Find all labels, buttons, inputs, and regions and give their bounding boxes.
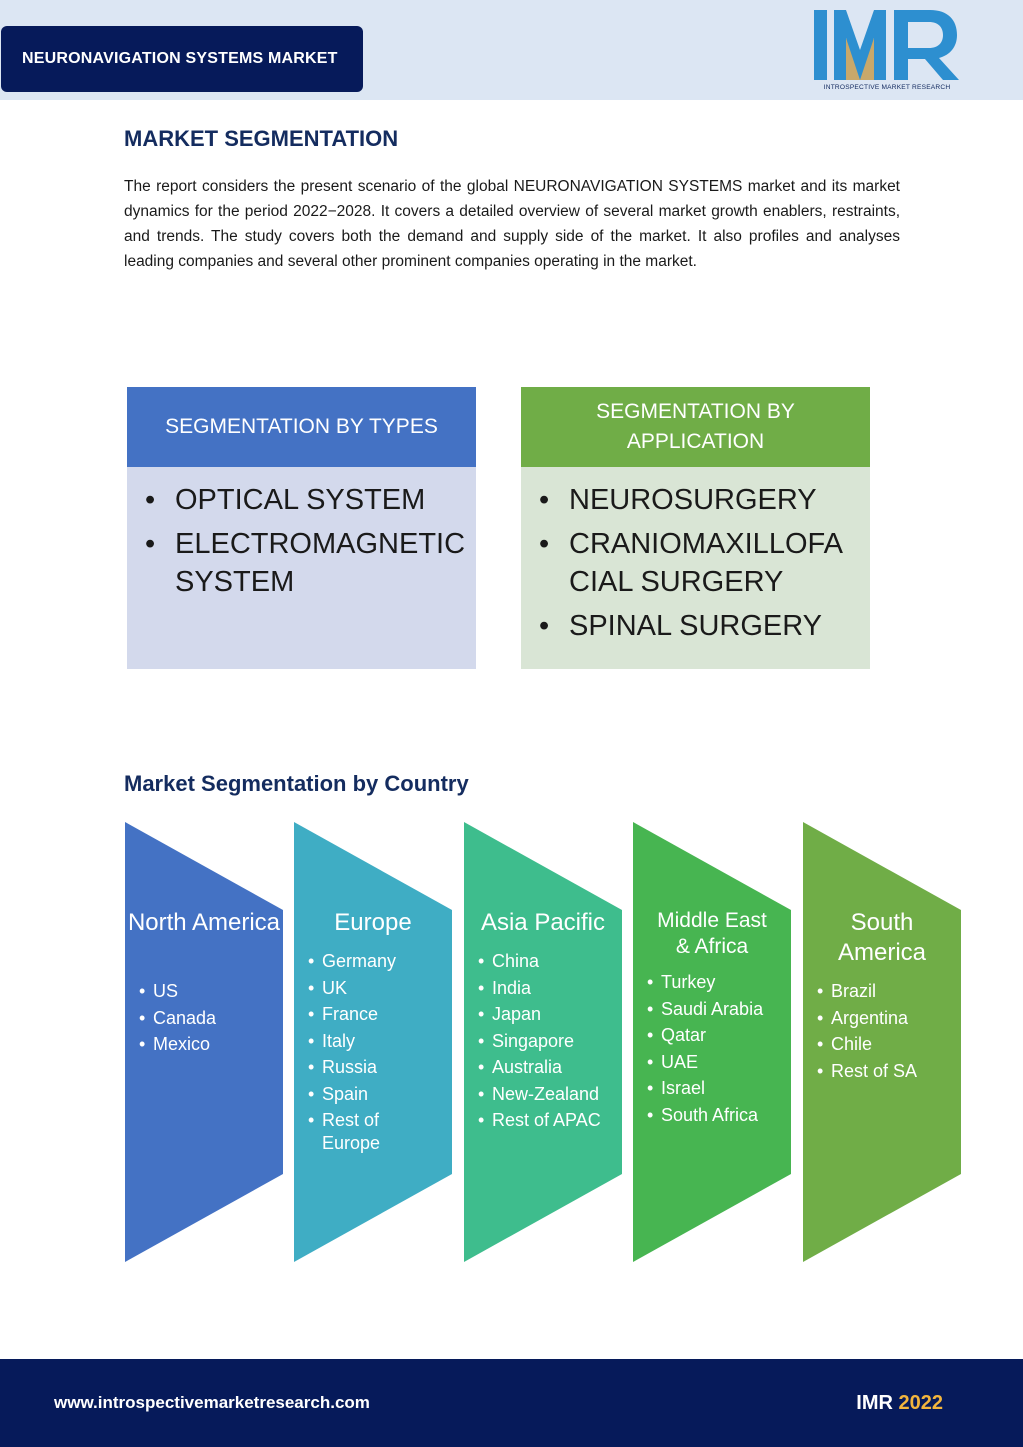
report-title-badge [1, 26, 363, 92]
region-north-america [125, 822, 283, 1262]
country-item: • Chile [817, 1033, 961, 1056]
country-item: • Italy [308, 1030, 452, 1053]
country-item: • Australia [478, 1056, 622, 1079]
region-country-list [817, 980, 961, 1086]
country-item: • UAE [647, 1051, 791, 1074]
country-item: • Russia [308, 1056, 452, 1079]
types-item: • OPTICAL SYSTEM [145, 481, 466, 519]
region-country-list [308, 950, 452, 1159]
country-item: • Rest of APAC [478, 1109, 622, 1132]
footer-brand-name: IMR [856, 1392, 893, 1414]
footer-band [0, 1359, 1023, 1447]
report-title: NEURONAVIGATION SYSTEMS MARKET [22, 50, 338, 67]
website-link[interactable]: www.introspectivemarketresearch.com [54, 1393, 370, 1412]
region-country-list [139, 980, 283, 1060]
region-title: Europe [334, 909, 412, 936]
region-country-list [647, 971, 791, 1130]
segmentation-by-application-title: SEGMENTATION BY APPLICATION [521, 387, 870, 467]
region-title: North America [127, 909, 281, 936]
segmentation-by-types-body [127, 467, 476, 669]
application-item: • CRANIOMAXILLOFACIAL SURGERY [539, 525, 860, 601]
application-item: • SPINAL SURGERY [539, 607, 860, 645]
country-item: • Argentina [817, 1007, 961, 1030]
header-band [0, 0, 1023, 100]
logo-caption: INTROSPECTIVE MARKET RESEARCH [823, 84, 951, 91]
segmentation-by-types-title: SEGMENTATION BY TYPES [127, 387, 476, 467]
country-item: • US [139, 980, 283, 1003]
country-item: • Saudi Arabia [647, 998, 791, 1021]
region-south-america [803, 822, 961, 1262]
country-item: • Spain [308, 1083, 452, 1106]
country-segmentation-heading: Market Segmentation by Country [124, 771, 469, 796]
application-item: • NEUROSURGERY [539, 481, 860, 519]
region-country-list [478, 950, 622, 1136]
imr-logo-mark [812, 8, 962, 82]
region-europe [294, 822, 452, 1262]
segmentation-by-application-body [521, 467, 870, 669]
country-item: • Singapore [478, 1030, 622, 1053]
country-item: • South Africa [647, 1104, 791, 1127]
country-item: • China [478, 950, 622, 973]
region-title: Middle East & Africa [657, 909, 767, 958]
country-item: • Rest of SA [817, 1060, 961, 1083]
region-asia-pacific [464, 822, 622, 1262]
imr-logo [812, 8, 962, 96]
region-title: Asia Pacific [480, 909, 606, 936]
country-item: • Qatar [647, 1024, 791, 1047]
country-item: • New-Zealand [478, 1083, 622, 1106]
intro-paragraph: The report considers the present scenario of the global NEURONAVIGATION SYSTEMS market and its market dynamics for the period 2022−2028. It covers a detailed overview of several market growth enablers, restraints, and trends. The study covers both the demand and supply side of the market. It also profiles and analyses leading companies and several other prominent companies operating in the market. [124, 178, 900, 270]
types-list [145, 481, 466, 601]
footer-brand [856, 1392, 943, 1415]
segmentation-by-types-box [127, 387, 476, 669]
country-item: • Israel [647, 1077, 791, 1100]
country-item: • Rest of Europe [308, 1109, 418, 1155]
types-item: • ELECTROMAGNETIC SYSTEM [145, 525, 466, 601]
country-item: • Turkey [647, 971, 791, 994]
country-item: • Germany [308, 950, 452, 973]
country-item: • Mexico [139, 1033, 283, 1056]
region-title: South America [837, 909, 927, 966]
market-segmentation-heading: MARKET SEGMENTATION [124, 126, 399, 151]
country-item: • Japan [478, 1003, 622, 1026]
country-item: • India [478, 977, 622, 1000]
segmentation-by-application-box [521, 387, 870, 669]
application-list [539, 481, 860, 645]
country-item: • France [308, 1003, 452, 1026]
footer-year: 2022 [898, 1392, 943, 1414]
country-item: • Brazil [817, 980, 961, 1003]
region-middle-east-africa [633, 822, 791, 1262]
country-item: • UK [308, 977, 452, 1000]
country-item: • Canada [139, 1007, 283, 1030]
